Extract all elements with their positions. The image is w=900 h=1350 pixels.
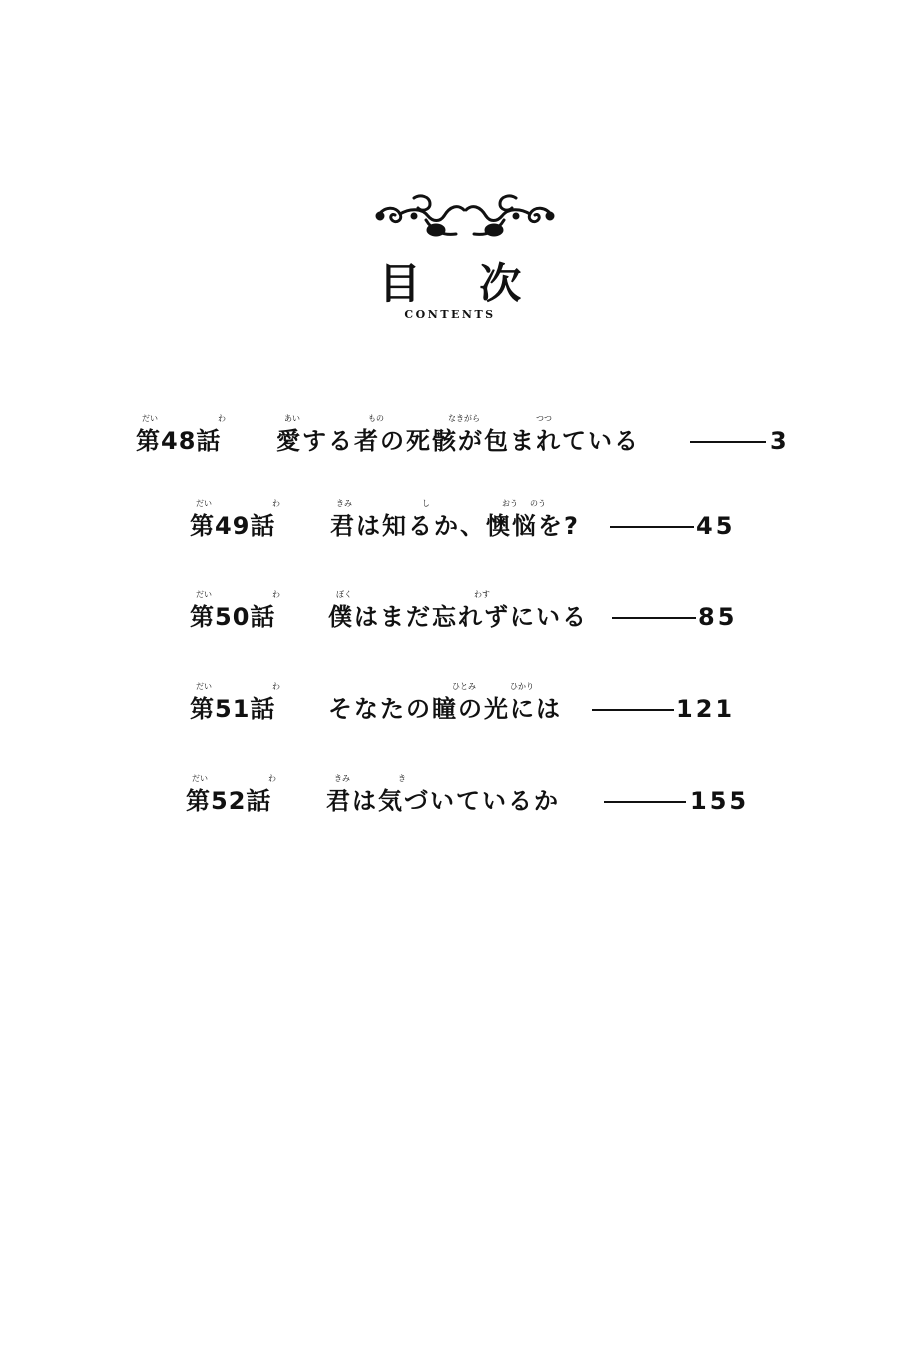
ruby-text: ひかり bbox=[510, 682, 534, 691]
ruby-text: ひとみ bbox=[452, 682, 476, 691]
page-number: 3 bbox=[770, 427, 790, 455]
ruby-text: だい bbox=[196, 682, 212, 691]
chapter-title: 僕はまだ忘れずにいる bbox=[328, 603, 588, 631]
ruby-text: もの bbox=[368, 414, 384, 423]
ruby-text: だい bbox=[196, 590, 212, 599]
scroll-ornament-icon bbox=[370, 186, 560, 244]
ruby-text: わ bbox=[218, 414, 226, 423]
leader-dash bbox=[610, 526, 694, 528]
ruby-text: わ bbox=[272, 590, 280, 599]
ruby-text: きみ bbox=[336, 499, 352, 508]
chapter-number: 第51話 bbox=[190, 695, 276, 723]
leader-dash bbox=[612, 617, 696, 619]
ruby-text: ぼく bbox=[336, 590, 352, 599]
toc-entry[interactable] bbox=[190, 592, 750, 632]
ruby-text: きみ bbox=[334, 774, 350, 783]
ruby-text: あい bbox=[284, 414, 300, 423]
ruby-text: おう bbox=[502, 499, 518, 508]
ruby-text: わ bbox=[272, 682, 280, 691]
ruby-text: わ bbox=[272, 499, 280, 508]
toc-entry[interactable] bbox=[186, 776, 766, 816]
chapter-number: 第52話 bbox=[186, 787, 272, 815]
chapter-number: 第48話 bbox=[136, 427, 222, 455]
page-title: 目 次 bbox=[378, 259, 544, 308]
ruby-text: つつ bbox=[536, 414, 552, 423]
ruby-text: わす bbox=[474, 590, 490, 599]
ruby-text: し bbox=[422, 499, 430, 508]
page-number: 121 bbox=[676, 695, 736, 723]
chapter-title: そなたの瞳の光には bbox=[328, 695, 562, 723]
leader-dash bbox=[604, 801, 686, 803]
toc-entry[interactable] bbox=[136, 416, 796, 456]
toc-entry[interactable] bbox=[190, 501, 750, 541]
ruby-text: だい bbox=[196, 499, 212, 508]
ruby-text: なきがら bbox=[448, 414, 480, 423]
chapter-number: 第49話 bbox=[190, 512, 276, 540]
ruby-text: き bbox=[398, 774, 406, 783]
chapter-number: 第50話 bbox=[190, 603, 276, 631]
chapter-title: 君は気づいているか bbox=[326, 787, 560, 815]
ruby-text: だい bbox=[192, 774, 208, 783]
chapter-title: 愛する者の死骸が包まれている bbox=[276, 427, 640, 455]
page-subtitle: CONTENTS bbox=[404, 308, 496, 321]
ruby-text: だい bbox=[142, 414, 158, 423]
page-number: 155 bbox=[690, 787, 750, 815]
ruby-text: わ bbox=[268, 774, 276, 783]
page-number: 45 bbox=[696, 512, 736, 540]
leader-dash bbox=[690, 441, 766, 443]
toc-entry[interactable] bbox=[190, 684, 750, 724]
page-number: 85 bbox=[698, 603, 738, 631]
ruby-text: のう bbox=[530, 499, 546, 508]
leader-dash bbox=[592, 709, 674, 711]
chapter-title: 君は知るか、懊悩を? bbox=[330, 512, 580, 540]
